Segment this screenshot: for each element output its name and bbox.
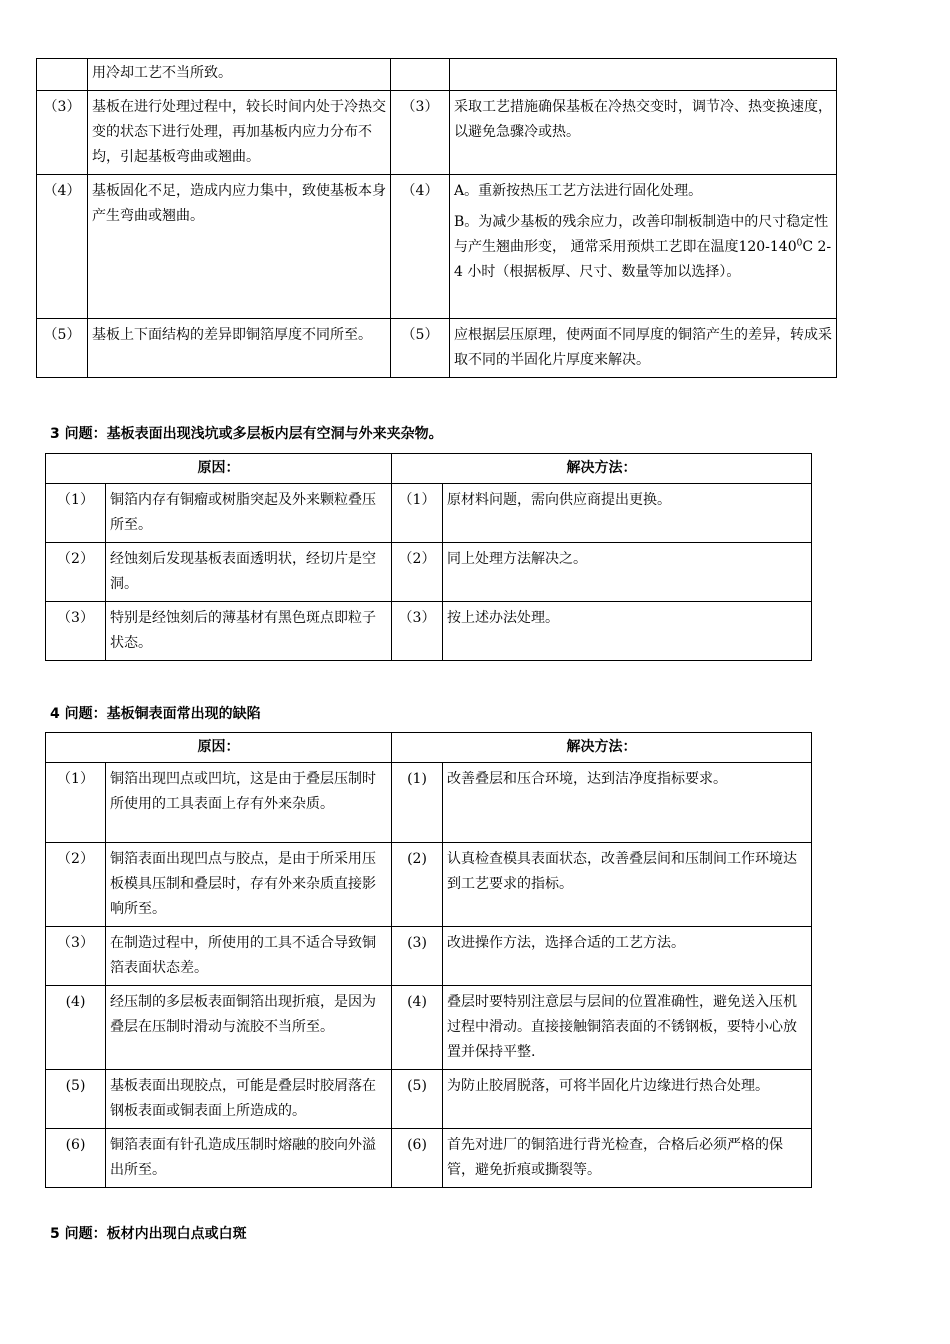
row-number-left [37, 59, 88, 91]
causes-solutions-table [45, 453, 812, 661]
row-number-right: （3） [392, 602, 443, 661]
table-section-3 [45, 453, 812, 661]
solution-text-b-part2: C 2-4 小时（根据板厚、尺寸、数量等加以选择）。 [454, 239, 832, 280]
cause-cell: 基板表面出现胶点，可能是叠层时胶屑落在钢板表面或铜表面上所造成的。 [106, 1070, 392, 1129]
row-number-left: （2） [46, 843, 106, 927]
solution-cell: 首先对进厂的铜箔进行背光检查，合格后必须严格的保管，避免折痕或撕裂等。 [443, 1129, 812, 1188]
row-number-right: (3) [392, 927, 443, 986]
table-section-2-continued [36, 58, 837, 378]
row-number-left: (5) [46, 1070, 106, 1129]
solution-cell: 改进操作方法，选择合适的工艺方法。 [443, 927, 812, 986]
solution-column-header: 解决方法： [392, 454, 812, 484]
table-row [46, 484, 812, 543]
solution-column-header: 解决方法： [392, 733, 812, 763]
section-4-heading: 4 问题：基板铜表面常出现的缺陷 [50, 706, 261, 722]
table-row [37, 319, 837, 378]
cause-cell: 铜箔表面出现凹点与胶点，是由于所采用压板模具压制和叠层时，存有外来杂质直接影响所至。 [106, 843, 392, 927]
row-number-right: (2) [392, 843, 443, 927]
table-row [37, 59, 837, 91]
table-row [46, 602, 812, 661]
cause-cell: 特别是经蚀刻后的薄基材有黑色斑点即粒子状态。 [106, 602, 392, 661]
row-number-left: （2） [46, 543, 106, 602]
section-5-heading: 5 问题：板材内出现白点或白斑 [50, 1226, 247, 1242]
table-row [46, 927, 812, 986]
cause-column-header: 原因： [46, 454, 392, 484]
row-number-left: （4） [37, 175, 88, 319]
table-row [46, 1129, 812, 1188]
row-number-right: (4) [392, 986, 443, 1070]
solution-cell: 为防止胶屑脱落，可将半固化片边缘进行热合处理。 [443, 1070, 812, 1129]
cause-cell: 用冷却工艺不当所致。 [88, 59, 391, 91]
solution-text: 采取工艺措施确保基板在冷热交变时，调节冷、热变换速度，以避免急骤冷或热。 [454, 99, 832, 140]
solution-cell: 改善叠层和压合环境，达到洁净度指标要求。 [443, 763, 812, 843]
cause-cell: 铜箔出现凹点或凹坑，这是由于叠层压制时所使用的工具表面上存有外来杂质。 [106, 763, 392, 843]
row-number-left: （1） [46, 763, 106, 843]
solution-cell: 认真检查模具表面状态，改善叠层间和压制间工作环境达到工艺要求的指标。 [443, 843, 812, 927]
table-row [46, 986, 812, 1070]
row-number-right: (5) [392, 1070, 443, 1129]
causes-solutions-table [45, 732, 812, 1188]
solution-cell [450, 91, 837, 175]
table-section-4 [45, 732, 812, 1188]
cause-cell: 基板在进行处理过程中，较长时间内处于冷热交变的状态下进行处理，再加基板内应力分布不均，引起基板弯曲或翘曲。 [88, 91, 391, 175]
solution-cell [450, 59, 837, 91]
table-row [46, 843, 812, 927]
section-3-heading: 3 问题：基板表面出现浅坑或多层板内层有空洞与外来夹杂物。 [50, 426, 443, 442]
row-number-right: （1） [392, 484, 443, 543]
solution-text-b-part1: B。为减少基板的残余应力，改善印制板制造中的尺寸稳定性与产生翘曲形变， 通常采用预烘工艺即在温度120-140 [454, 214, 829, 255]
cause-cell: 在制造过程中，所使用的工具不适合导致铜箔表面状态差。 [106, 927, 392, 986]
cause-column-header: 原因： [46, 733, 392, 763]
solution-text-b [454, 210, 833, 285]
solution-text: 应根据层压原理，使两面不同厚度的铜箔产生的差异，转成采取不同的半固化片厚度来解决。 [454, 327, 832, 368]
row-number-left: (6) [46, 1129, 106, 1188]
cause-cell: 基板上下面结构的差异即铜箔厚度不同所至。 [88, 319, 391, 378]
table-header-row [46, 454, 812, 484]
table-row [37, 175, 837, 319]
solution-cell [450, 175, 837, 319]
solution-cell [450, 319, 837, 378]
solution-cell: 叠层时要特别注意层与层间的位置准确性，避免送入压机过程中滑动。直接接触铜箔表面的不锈钢板，要特小心放置并保持平整. [443, 986, 812, 1070]
causes-solutions-table [36, 58, 837, 378]
solution-text-a: A。重新按热压工艺方法进行固化处理。 [454, 183, 703, 199]
row-number-right: （3） [391, 91, 450, 175]
cause-cell: 铜箔表面有针孔造成压制时熔融的胶向外溢出所至。 [106, 1129, 392, 1188]
row-number-right: (6) [392, 1129, 443, 1188]
table-row [46, 1070, 812, 1129]
row-number-right: (1) [392, 763, 443, 843]
table-row [46, 763, 812, 843]
row-number-right: （2） [392, 543, 443, 602]
row-number-right [391, 59, 450, 91]
table-row [37, 91, 837, 175]
row-number-left: （3） [37, 91, 88, 175]
table-header-row [46, 733, 812, 763]
row-number-left: （1） [46, 484, 106, 543]
cause-cell: 经压制的多层板表面铜箔出现折痕，是因为叠层在压制时滑动与流胶不当所至。 [106, 986, 392, 1070]
solution-cell: 原材料问题，需向供应商提出更换。 [443, 484, 812, 543]
solution-cell: 同上处理方法解决之。 [443, 543, 812, 602]
row-number-left: (4) [46, 986, 106, 1070]
solution-cell: 按上述办法处理。 [443, 602, 812, 661]
cause-cell: 经蚀刻后发现基板表面透明状，经切片是空洞。 [106, 543, 392, 602]
degree-superscript: 0 [796, 238, 803, 249]
row-number-right: （5） [391, 319, 450, 378]
row-number-left: （3） [46, 602, 106, 661]
table-row [46, 543, 812, 602]
cause-cell: 铜箔内存有铜瘤或树脂突起及外来颗粒叠压所至。 [106, 484, 392, 543]
row-number-left: （5） [37, 319, 88, 378]
cause-cell: 基板固化不足，造成内应力集中，致使基板本身产生弯曲或翘曲。 [88, 175, 391, 319]
row-number-left: （3） [46, 927, 106, 986]
row-number-right: （4） [391, 175, 450, 319]
